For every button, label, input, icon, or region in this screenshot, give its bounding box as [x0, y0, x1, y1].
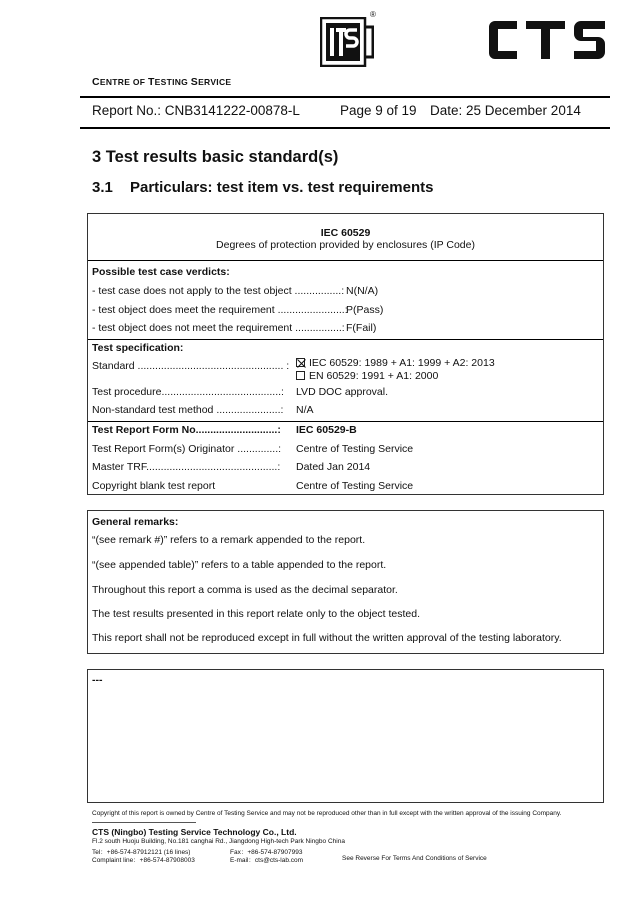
verdict-label: - test object does meet the requirement .......................:	[92, 304, 348, 316]
standard-option-2: EN 60529: 1991 + A1: 2000	[296, 370, 438, 382]
verdicts-heading: Possible test case verdicts:	[92, 266, 230, 278]
standard-option-1: IEC 60529: 1989 + A1: 1999 + A2: 2013	[296, 357, 495, 369]
footer-copyright: Copyright of this report is owned by Centre of Testing Service and may not be reproduced other than in full except with the written approval of the issuing Company.	[92, 810, 562, 817]
unchecked-checkbox-icon	[296, 371, 305, 380]
remark-line: The test results presented in this report relate only to the object tested.	[92, 608, 421, 620]
report-date: Date: 25 December 2014	[430, 103, 581, 118]
copyright-value: Centre of Testing Service	[296, 480, 414, 492]
nonstandard-label: Non-standard test method ......................:	[92, 404, 284, 416]
footer-company: CTS (Ningbo) Testing Service Technology Co., Ltd.	[92, 827, 297, 837]
remark-line: Throughout this report a comma is used as the decimal separator.	[92, 584, 398, 596]
footer-fax: Fax：+86-574-87907993	[230, 849, 303, 856]
nonstandard-value: N/A	[296, 404, 314, 416]
procedure-value: LVD DOC approval.	[296, 386, 389, 398]
verdict-value: P(Pass)	[346, 304, 384, 316]
standard-header	[88, 214, 603, 261]
empty-notes-box	[87, 669, 604, 803]
footer-address: Fl.2 south Huoju Building, No.181 canghai Rd., Jiangdong High-tech Park Ningbo China	[92, 838, 345, 845]
standard-description: Degrees of protection provided by enclosures (IP Code)	[216, 239, 475, 251]
header-rule-top	[80, 96, 610, 98]
remark-line: “(see remark #)” refers to a remark appended to the report.	[92, 534, 366, 546]
footer-tel: Tel：+86-574-87912121 (16 lines)	[92, 849, 191, 856]
empty-placeholder: ---	[92, 674, 103, 686]
particulars-table	[87, 213, 604, 495]
page-number: Page 9 of 19	[340, 103, 417, 118]
subsection-title: 3.1 Particulars: test item vs. test requirements	[92, 179, 434, 196]
footer-complaint: Complaint line：+86-574-87908003	[92, 857, 195, 864]
trf-originator-label: Test Report Form(s) Originator ..............:	[92, 443, 282, 455]
spec-heading: Test specification:	[92, 342, 184, 354]
procedure-label: Test procedure.........................................:	[92, 386, 284, 398]
verdict-value: N(N/A)	[346, 285, 379, 297]
master-trf-value: Dated Jan 2014	[296, 461, 371, 473]
master-trf-label: Master TRF.............................................:	[92, 461, 281, 473]
footer-rule	[92, 822, 196, 823]
standard-name: IEC 60529	[320, 227, 371, 239]
verdict-value: F(Fail)	[346, 322, 377, 334]
standard-label: Standard .................................................. :	[92, 360, 290, 372]
verdict-label: - test case does not apply to the test object ................:	[92, 285, 345, 297]
footer-email: E-mail：cts@cts-lab.com	[230, 857, 304, 864]
section-title: 3 Test results basic standard(s)	[92, 148, 339, 166]
checked-checkbox-icon	[296, 358, 305, 367]
centre-name: CENTRE OF TESTING SERVICE	[92, 76, 232, 88]
table-divider	[88, 421, 603, 422]
trf-form-value: IEC 60529-B	[296, 424, 357, 436]
footer-terms: See Reverse For Terms And Conditions of Service	[342, 855, 487, 862]
table-divider	[88, 339, 603, 340]
general-remarks-box	[87, 510, 604, 654]
report-number: Report No.: CNB3141222-00878-L	[92, 103, 300, 118]
registered-mark: ®	[370, 10, 376, 19]
cts-emblem-logo	[320, 17, 374, 67]
trf-originator-value: Centre of Testing Service	[296, 443, 414, 455]
remark-line: This report shall not be reproduced except in full without the written approval of the testing laboratory.	[92, 632, 562, 644]
remarks-heading: General remarks:	[92, 516, 179, 528]
header-rule-bottom	[80, 127, 610, 129]
remark-line: “(see appended table)” refers to a table appended to the report.	[92, 559, 387, 571]
verdict-label: - test object does not meet the requirement ................:	[92, 322, 345, 334]
trf-form-label: Test Report Form No............................:	[92, 424, 281, 436]
cts-wordmark-logo	[485, 17, 609, 63]
copyright-label: Copyright blank test report	[92, 480, 216, 492]
